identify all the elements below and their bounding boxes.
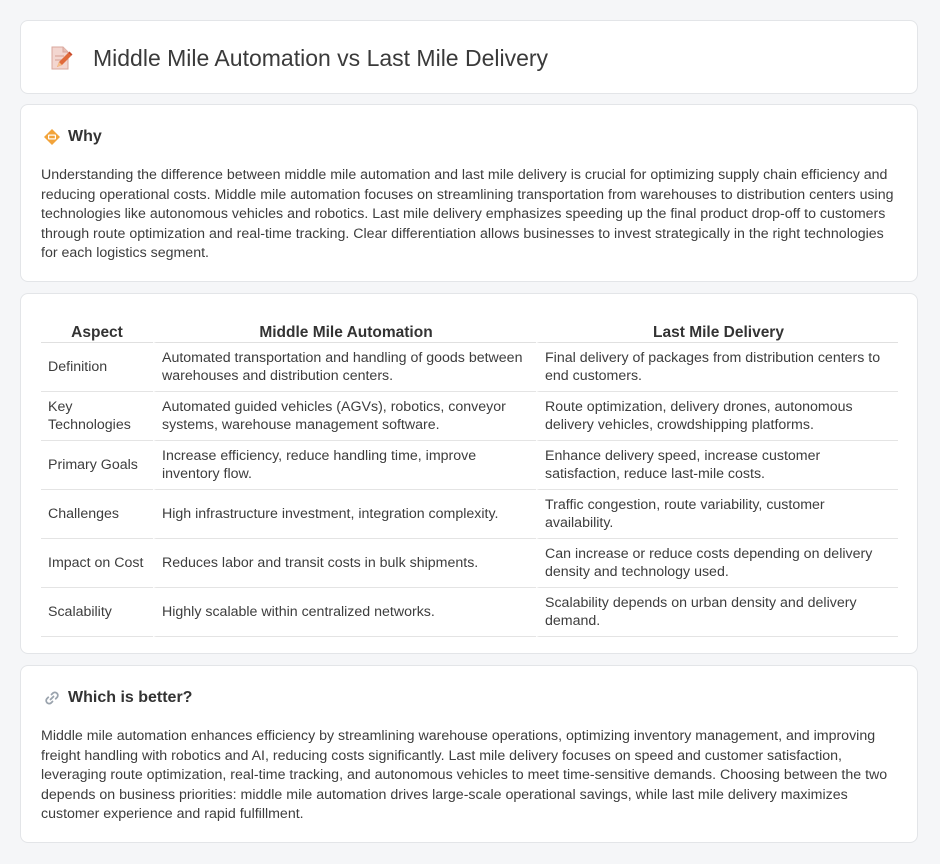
row-last-mile: Final delivery of packages from distribution centers to end customers. [536,343,898,392]
table-row [41,343,898,392]
table-header-row [41,314,898,343]
table-row [41,392,898,441]
row-middle-mile: Increase efficiency, reduce handling time, improve inventory flow. [153,441,536,490]
why-title: Why [68,128,102,145]
link-icon [43,689,61,707]
row-last-mile: Enhance delivery speed, increase customer satisfaction, reduce last-mile costs. [536,441,898,490]
row-aspect: Definition [41,343,153,392]
better-text: Middle mile automation enhances efficiency by streamlining warehouse operations, optimizing inventory management, and improving freight handling with robotics and AI, reducing costs significantly. Last mile delivery focuses on speed and customer satisfaction, leveraging route optimization, real-time tracking, and autonomous vehicles to meet time-sensitive demands. Choosing between the two depends on business priorities: middle mile automation drives large-scale operational savings, while last mile delivery maximizes customer experience and rapid fulfillment. [41,728,888,822]
row-aspect: Challenges [41,490,153,539]
why-text: Understanding the difference between middle mile automation and last mile delivery is crucial for optimizing supply chain efficiency and reducing operational costs. Middle mile automation focuses on streamlining transportation from warehouses to distribution centers using technologies like autonomous vehicles and robotics. Last mile delivery emphasizes speeding up the final product drop-off to customers through route optimization and real-time tracking. Clear differentiation allows businesses to invest strategically in the right technologies for each logistics segment. [41,167,894,261]
row-middle-mile: High infrastructure investment, integration complexity. [153,490,536,539]
row-middle-mile: Reduces labor and transit costs in bulk shipments. [153,539,536,588]
warning-diamond-icon [43,128,61,146]
why-card [20,104,918,282]
row-last-mile: Traffic congestion, route variability, customer availability. [536,490,898,539]
better-heading [43,689,192,707]
row-last-mile: Route optimization, delivery drones, autonomous delivery vehicles, crowdshipping platforms. [536,392,898,441]
title-row [45,43,548,73]
header-card [20,20,918,94]
comparison-table [41,314,898,637]
row-aspect: Scalability [41,588,153,637]
row-middle-mile: Automated transportation and handling of goods between warehouses and distribution centers. [153,343,536,392]
row-aspect: Key Technologies [41,392,153,441]
row-middle-mile: Automated guided vehicles (AGVs), robotics, conveyor systems, warehouse management software. [153,392,536,441]
header-aspect: Aspect [41,314,153,343]
header-middle-mile: Middle Mile Automation [153,314,536,343]
better-title: Which is better? [68,689,193,706]
table-row [41,588,898,637]
comparison-card [20,293,918,654]
table-row [41,441,898,490]
row-aspect: Primary Goals [41,441,153,490]
which-is-better-card [20,665,918,843]
row-middle-mile: Highly scalable within centralized networks. [153,588,536,637]
row-aspect: Impact on Cost [41,539,153,588]
row-last-mile: Can increase or reduce costs depending on delivery density and technology used. [536,539,898,588]
header-last-mile: Last Mile Delivery [536,314,898,343]
table-row [41,490,898,539]
table-row [41,539,898,588]
document-pencil-icon [45,43,75,73]
row-last-mile: Scalability depends on urban density and delivery demand. [536,588,898,637]
why-heading [43,128,102,146]
page-title: Middle Mile Automation vs Last Mile Delivery [93,44,549,71]
